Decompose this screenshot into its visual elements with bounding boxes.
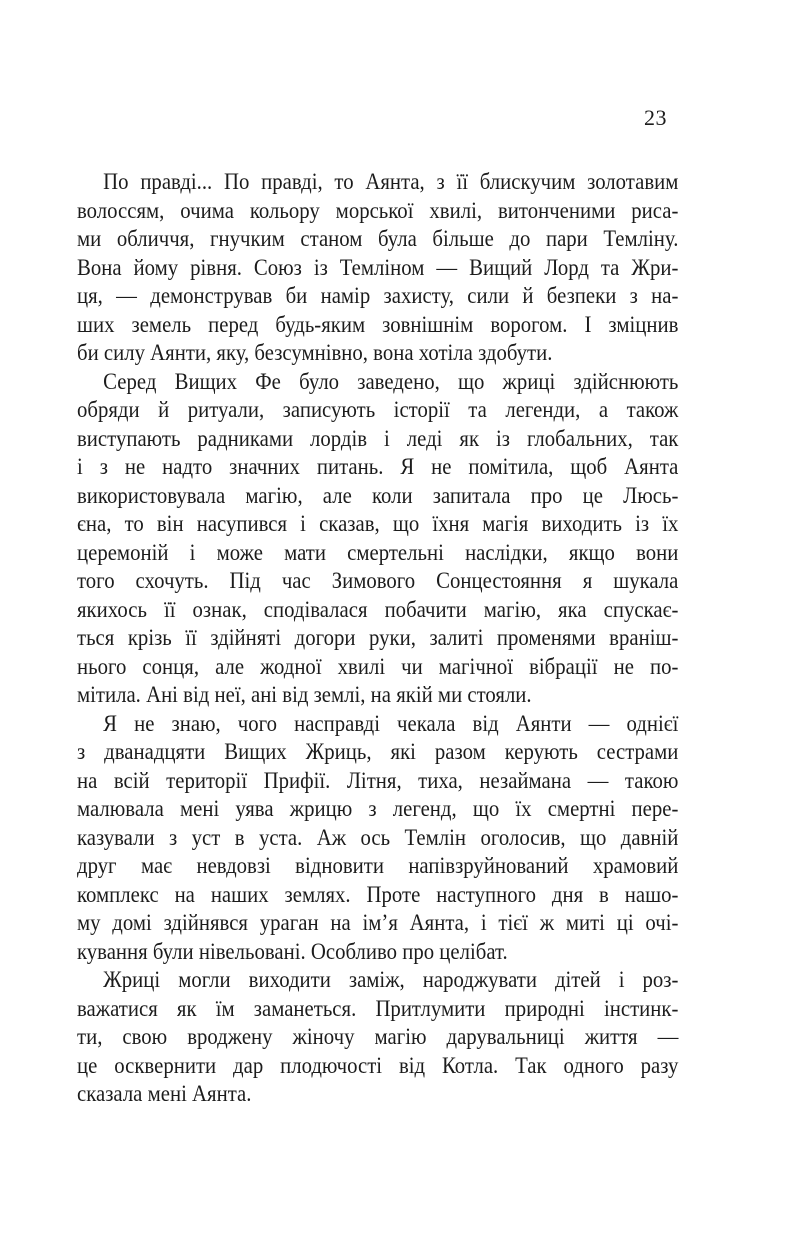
text-line: казували з уст в уста. Аж ось Темлін оголосив, що давній: [77, 824, 679, 850]
text-line: на всій території Прифії. Літня, тиха, незаймана — такою: [77, 767, 679, 793]
text-line: ця, — демонстрував би намір захисту, сили й безпеки з на-: [77, 283, 679, 308]
text-line: мітила. Ані від неї, ані від землі, на якій ми стояли.: [77, 682, 532, 707]
paragraph: [77, 168, 678, 368]
text-line: з дванадцяти Вищих Жриць, які разом керують сестрами: [77, 739, 679, 764]
text-line: Я не знаю, чого насправді чекала від Аянти — однієї: [103, 710, 679, 736]
text-line: того схочуть. Під час Зимового Сонцестояння я шукала: [77, 568, 679, 593]
text-line: якихось її ознак, сподівалася побачити магію, яка спускає-: [77, 596, 679, 622]
text-line: Жриці могли виходити заміж, народжувати дітей і роз-: [103, 967, 679, 992]
text-line: це осквернити дар плодючості від Котла. Так одного разу: [77, 1052, 679, 1078]
text-line: ми обличчя, гнучким станом була більше до пари Темліну.: [77, 226, 679, 251]
text-line: По правді... По правді, то Аянта, з її блискучим золотавим: [103, 169, 679, 194]
text-line: би силу Аянти, яку, безсумнівно, вона хотіла здобути.: [77, 340, 553, 365]
text-line: обряди й ритуали, записують історії та легенди, а також: [77, 397, 679, 422]
text-line: му домі здійнявся ураган на ім’я Аянта, і тієї ж миті ці очі-: [77, 910, 679, 935]
text-line: єна, то він насупився і сказав, що їхня магія виходить із їх: [77, 511, 679, 536]
text-line: церемоній і може мати смертельні наслідки, якщо вони: [77, 539, 679, 565]
text-line: Серед Вищих Фе було заведено, що жриці здійснюють: [103, 368, 679, 394]
paragraph: [77, 368, 678, 710]
text-line: кування були нівельовані. Особливо про целібат.: [77, 938, 508, 964]
paragraph: [77, 966, 678, 1109]
text-line: волоссям, очима кольору морської хвилі, витонченими риса-: [77, 197, 679, 223]
page-text: [77, 168, 678, 1109]
text-line: ших земель перед будь-яким зовнішнім ворогом. І зміцнив: [77, 311, 679, 337]
text-line: друг має невдовзі відновити напівзруйнований храмовий: [77, 853, 679, 878]
page-number: 23: [644, 105, 667, 130]
text-line: ться крізь її здійняті догори руки, залиті променями враніш-: [77, 625, 679, 650]
text-line: Вона йому рівня. Союз із Темліном — Вищий Лорд та Жри-: [77, 254, 679, 280]
text-line: ти, свою вроджену жіночу магію дарувальниці життя —: [77, 1024, 679, 1049]
text-line: малювала мені уява жрицю з легенд, що їх смертні пере-: [77, 796, 679, 821]
text-line: виступають радниками лордів і леді як із глобальних, так: [77, 425, 679, 451]
text-line: комплекс на наших землях. Проте наступного дня в нашо-: [77, 881, 679, 907]
text-line: нього сонця, але жодної хвилі чи магічної вібрації не по-: [77, 653, 679, 679]
text-line: використовувала магію, але коли запитала про це Люсь-: [77, 482, 679, 508]
text-line: сказала мені Аянта.: [77, 1081, 252, 1106]
paragraph: [77, 710, 678, 967]
text-line: і з не надто значних питань. Я не помітила, щоб Аянта: [77, 454, 679, 479]
text-line: важатися як їм заманеться. Притлумити природні інстинк-: [77, 995, 679, 1021]
